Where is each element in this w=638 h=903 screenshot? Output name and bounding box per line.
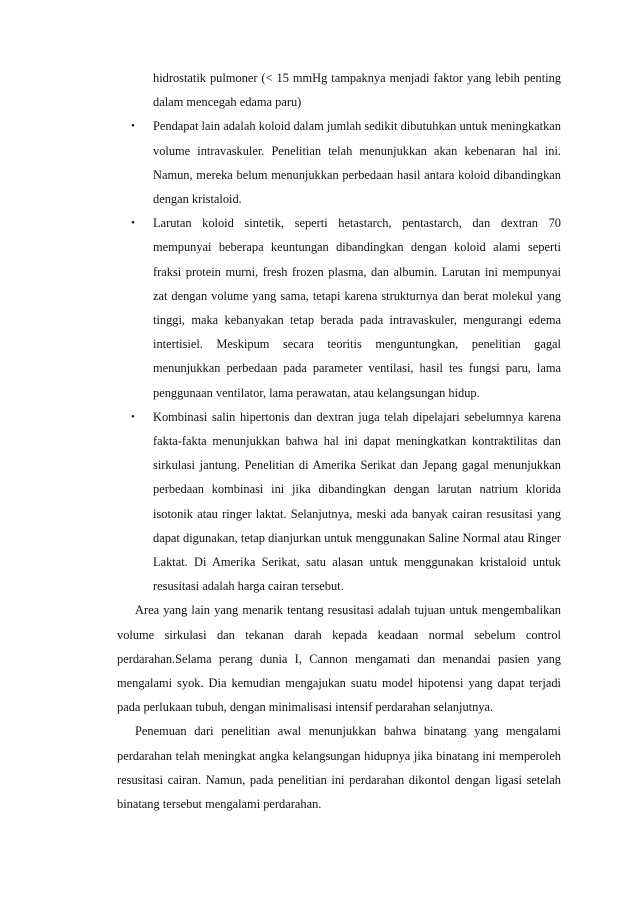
bullet-icon: •: [131, 217, 135, 230]
bullet-text: Pendapat lain adalah koloid dalam jumlah sedikit dibutuhkan untuk meningkatkan volume intravaskuler. Penelitian telah menunjukkan akan kebenaran hal ini. Namun, mereka belum menunjukkan perbedaan hasil antara koloid dibandingkan dengan kristaloid.: [153, 119, 561, 207]
bullet-item-1: [117, 114, 561, 211]
body-paragraph-2: Penemuan dari penelitian awal menunjukkan bahwa binatang yang mengalami perdarahan telah meningkat angka kelangsungan hidupnya jika binatang ini memperoleh resusitasi cairan. Namun, pada penelitian ini perdarahan dikontol dengan ligasi setelah binatang tersebut mengalami perdarahan.: [117, 724, 561, 812]
bullet-item-3: [117, 405, 561, 599]
body-paragraph-1: Area yang lain yang menarik tentang resusitasi adalah tujuan untuk mengembalikan volume sirkulasi dan tekanan darah kepada keadaan normal sebelum control perdarahan.Selama perang dunia I, Cannon mengamati dan menandai pasien yang mengalami syok. Dia kemudian mengajukan suatu model hipotensi yang dapat terjadi pada perlukaan tubuh, dengan minimalisasi intensif perdarahan selanjutnya.: [117, 603, 561, 715]
continuation-text: hidrostatik pulmoner (< 15 mmHg tampaknya menjadi faktor yang lebih penting dalam mencegah edama paru): [153, 71, 561, 110]
bullet-text: Kombinasi salin hipertonis dan dextran juga telah dipelajari sebelumnya karena fakta-fakta menunjukkan bahwa hal ini dapat meningkatkan kontraktilitas dan sirkulasi jantung. Penelitian di Amerika Serikat dan Jepang gagal menunjukkan perbedaan kombinasi ini jika dibandingkan dengan larutan natrium klorida isotonik atau ringer laktat. Selanjutnya, meski ada banyak cairan resusitasi yang dapat digunakan, tetap dianjurkan untuk menggunakan Saline Normal atau Ringer Laktat. Di Amerika Serikat, satu alasan untuk menggunakan kristaloid untuk resusitasi adalah harga cairan tersebut.: [153, 409, 561, 594]
document-page: [117, 66, 561, 816]
bullet-item-2: [117, 211, 561, 405]
bullet-icon: •: [131, 410, 135, 423]
bullet-icon: •: [131, 120, 135, 133]
bullet-text: Larutan koloid sintetik, seperti hetastarch, pentastarch, dan dextran 70 mempunyai beberapa keuntungan dibandingkan dengan koloid alami seperti fraksi protein murni, fresh frozen plasma, dan albumin. Larutan ini mempunyai zat dengan volume yang sama, tetapi karena strukturnya dan berat molekul yang tinggi, maka kebanyakan tetap berada pada intravaskuler, mengurangi edema intertisiel. Meskipum secara teoritis menguntungkan, penelitian gagal menunjukkan perbedaan pada parameter ventilasi, hasil tes fungsi paru, lama penggunaan ventilator, lama perawatan, atau kelangsungan hidup.: [153, 216, 561, 400]
